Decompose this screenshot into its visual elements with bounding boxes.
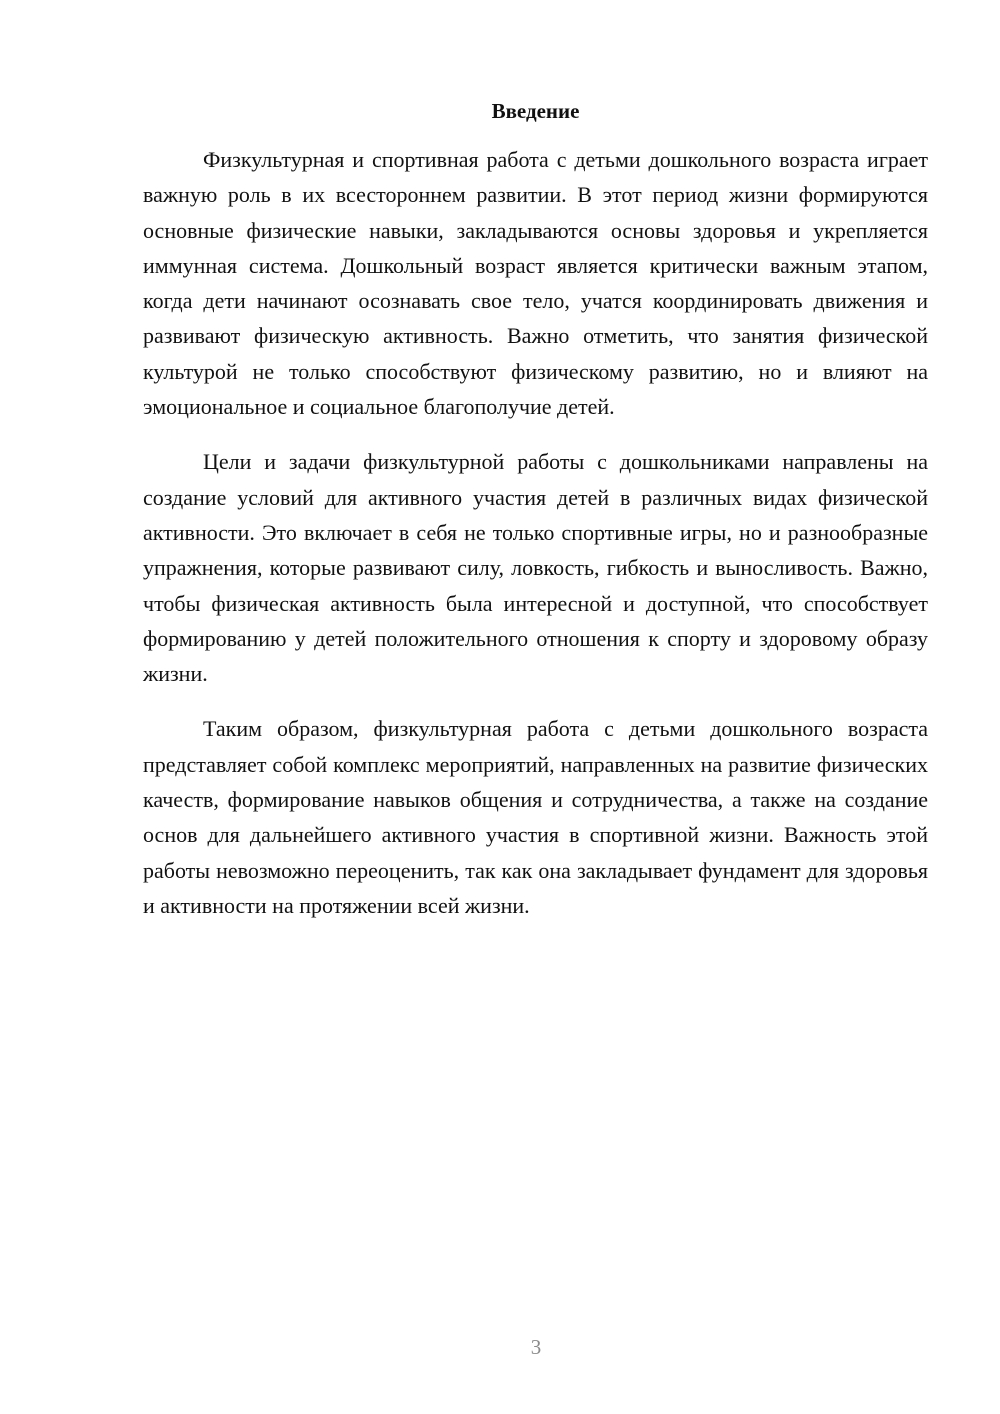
- paragraph-2: Цели и задачи физкультурной работы с дошкольниками направлены на создание условий для активного участия детей в различных видах физической активности. Это включает в себя не только спортивные игры, но и разнообразные упражнения, которые развивают силу, ловкость, гибкость и выносливость. Важно, чтобы физическая активность была интересной и доступной, что способствует формированию у детей положительного отношения к спорту и здоровому образу жизни.: [143, 449, 928, 687]
- paragraph-1: Физкультурная и спортивная работа с детьми дошкольного возраста играет важную роль в их всестороннем развитии. В этот период жизни формируются основные физические навыки, закладываются основы здоровья и укрепляется иммунная система. Дошкольный возраст является критически важным этапом, когда дети начинают осознавать свое тело, учатся координировать движения и развивают физическую активность. Важно отметить, что занятия физической культурой не только способствуют физическому развитию, но и влияют на эмоциональное и социальное благополучие детей.: [143, 147, 928, 420]
- body-text: [143, 142, 928, 943]
- paragraph-3: Таким образом, физкультурная работа с детьми дошкольного возраста представляет собой комплекс мероприятий, направленных на развитие физических качеств, формирование навыков общения и сотрудничества, а также на создание основ для дальнейшего активного участия в спортивной жизни. Важность этой работы невозможно переоценить, так как она закладывает фундамент для здоровья и активности на протяжении всей жизни.: [143, 716, 928, 918]
- section-heading: Введение: [491, 99, 580, 123]
- page-number: 3: [530, 1335, 542, 1359]
